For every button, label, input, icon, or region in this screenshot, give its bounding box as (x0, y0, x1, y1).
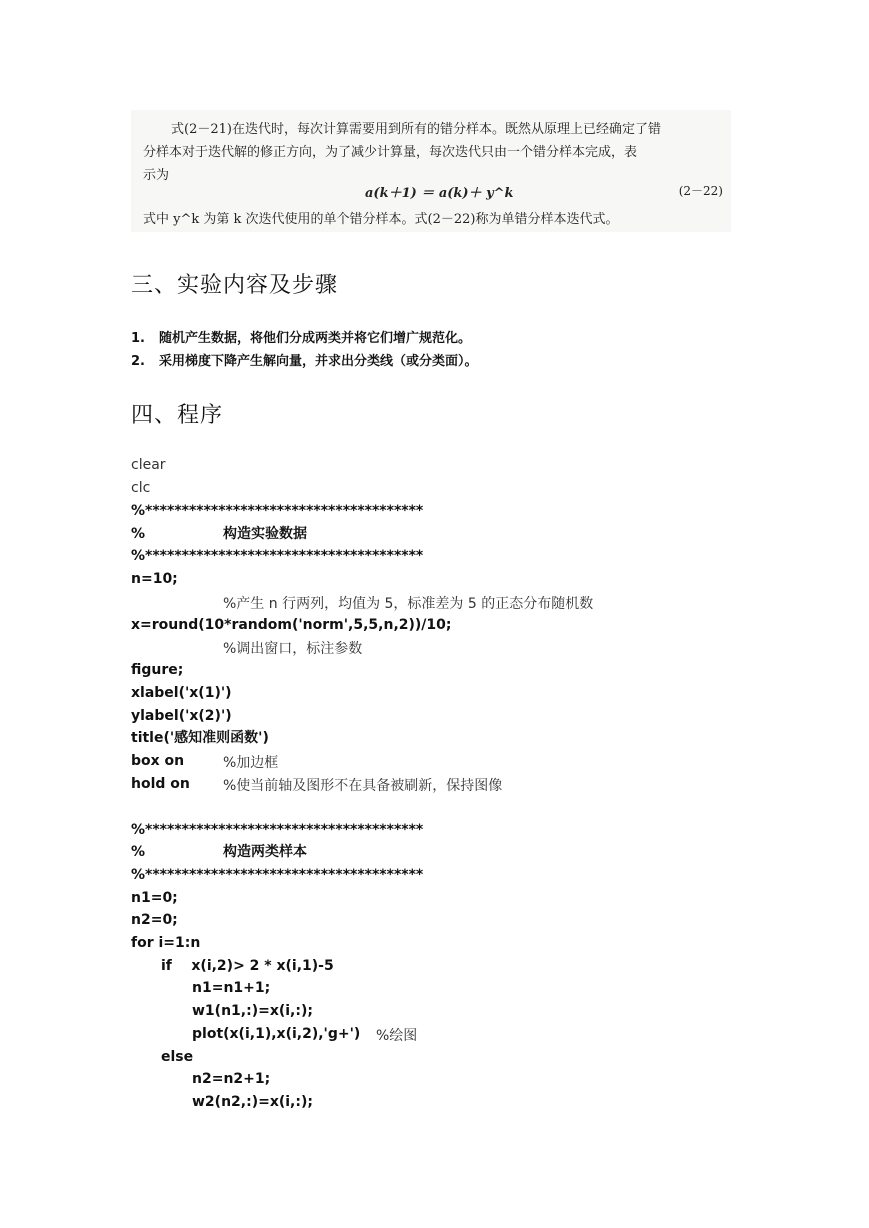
code-line: n2=n2+1; (192, 1071, 271, 1087)
code-divider: %************************************** (131, 867, 424, 883)
code-line: n1=0; (131, 890, 178, 906)
code-line: hold on (131, 776, 190, 792)
code-line: n=10; (131, 571, 178, 587)
code-comment-marker: % (131, 844, 146, 860)
code-line: n1=n1+1; (192, 980, 271, 996)
code-divider: %************************************** (131, 548, 424, 564)
step-text: 采用梯度下降产生解向量，并求出分类线（或分类面）。 (159, 354, 478, 369)
code-line: n2=0; (131, 912, 178, 928)
code-line: title('感知准则函数') (131, 730, 269, 746)
code-line: if x(i,2)> 2 * x(i,1)-5 (161, 958, 334, 974)
code-line: for i=1:n (131, 935, 201, 951)
code-divider: %************************************** (131, 822, 424, 838)
code-line: w1(n1,:)=x(i,:); (192, 1003, 313, 1019)
code-line: clear (131, 457, 166, 473)
excerpt-line-4: 式中 y^k 为第 k 次迭代使用的单个错分样本。式(2－22)称为单错分样本迭代式。 (143, 212, 619, 227)
code-line: else (161, 1049, 194, 1065)
code-line: x=round(10*random('norm',5,5,n,2))/10; (131, 617, 452, 633)
section-title-program: 四、程序 (131, 403, 224, 428)
code-line: box on (131, 753, 185, 769)
section-title-experiment-steps: 三、实验内容及步骤 (131, 273, 339, 298)
code-line: plot(x(i,1),x(i,2),'g+') (192, 1026, 361, 1042)
excerpt-line-2: 分样本对于迭代解的修正方向，为了减少计算量，每次迭代只由一个错分样本完成，表 (143, 145, 638, 160)
equation-number: (2－22) (678, 184, 723, 198)
excerpt-line-1: 式(2－21)在迭代时，每次计算需要用到所有的错分样本。既然从原理上已经确定了错 (171, 122, 661, 137)
code-line: figure; (131, 662, 184, 678)
scanned-excerpt (131, 110, 731, 232)
code-heading: 构造两类样本 (223, 844, 307, 860)
code-comment: %调出窗口，标注参数 (223, 641, 363, 657)
step-number: 1. (131, 331, 145, 346)
step-text: 随机产生数据，将他们分成两类并将它们增广规范化。 (159, 331, 472, 346)
code-heading: 构造实验数据 (223, 526, 307, 542)
excerpt-line-3: 示为 (143, 168, 170, 183)
code-comment: %加边框 (223, 755, 279, 771)
code-line: xlabel('x(1)') (131, 685, 232, 701)
code-divider: %************************************** (131, 503, 424, 519)
code-comment: %绘图 (376, 1028, 418, 1044)
step-item-2 (131, 350, 478, 369)
code-line: ylabel('x(2)') (131, 708, 232, 724)
code-comment: %使当前轴及图形不在具备被刷新，保持图像 (223, 778, 503, 794)
code-comment-marker: % (131, 526, 146, 542)
code-line: w2(n2,:)=x(i,:); (192, 1094, 313, 1110)
code-line: clc (131, 480, 151, 496)
step-number: 2. (131, 354, 145, 369)
formula-2-22: a(k＋1) ＝ a(k)＋ y^k (365, 186, 514, 201)
step-item-1 (131, 327, 471, 346)
code-comment: %产生 n 行两列，均值为 5，标准差为 5 的正态分布随机数 (223, 596, 594, 612)
